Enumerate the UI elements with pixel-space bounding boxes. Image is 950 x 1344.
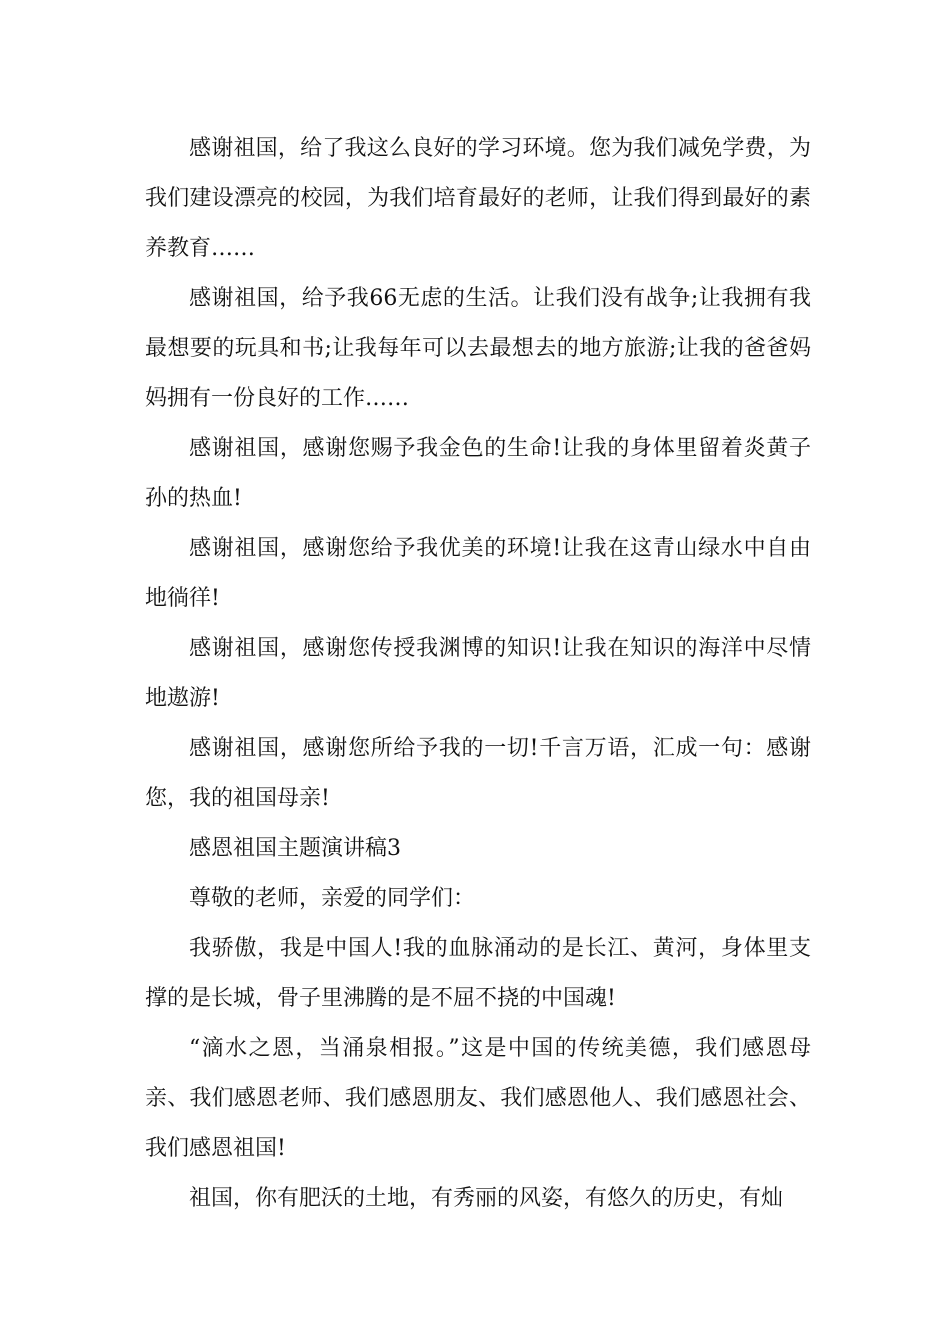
section-heading: 感恩祖国主题演讲稿3 bbox=[189, 836, 401, 861]
salutation: 尊敬的老师，亲爱的同学们： bbox=[189, 886, 476, 911]
paragraph-thanks-knowledge: 感谢祖国，感谢您传授我渊博的知识!让我在知识的海洋中尽情地遨游! bbox=[145, 636, 811, 711]
paragraph-thanks-education: 感谢祖国，给了我这么良好的学习环境。您为我们减免学费，为我们建设漂亮的校园，为我们培育最好的老师，让我们得到最好的素养教育…… bbox=[145, 136, 811, 261]
paragraph-thanks-everything: 感谢祖国，感谢您所给予我的一切!千言万语，汇成一句：感谢您，我的祖国母亲! bbox=[145, 736, 811, 811]
paragraph-thanks-environment: 感谢祖国，感谢您给予我优美的环境!让我在这青山绿水中自由地徜徉! bbox=[145, 536, 811, 611]
paragraph-thanks-life: 感谢祖国，给予我66无虑的生活。让我们没有战争;让我拥有我最想要的玩具和书;让我每年可以去最想去的地方旅游;让我的爸爸妈妈拥有一份良好的工作…… bbox=[145, 286, 811, 411]
document-body bbox=[145, 124, 811, 1224]
paragraph-thanks-life-gift: 感谢祖国，感谢您赐予我金色的生命!让我的身体里留着炎黄子孙的热血! bbox=[145, 436, 811, 511]
paragraph-proud-chinese: 我骄傲，我是中国人!我的血脉涌动的是长江、黄河，身体里支撑的是长城，骨子里沸腾的是不屈不挠的中国魂! bbox=[145, 936, 811, 1011]
paragraph-gratitude-tradition: “滴水之恩，当涌泉相报。”这是中国的传统美德，我们感恩母亲、我们感恩老师、我们感恩朋友、我们感恩他人、我们感恩社会、我们感恩祖国! bbox=[145, 1036, 811, 1161]
paragraph-motherland: 祖国，你有肥沃的土地，有秀丽的风姿，有悠久的历史，有灿 bbox=[189, 1186, 784, 1211]
